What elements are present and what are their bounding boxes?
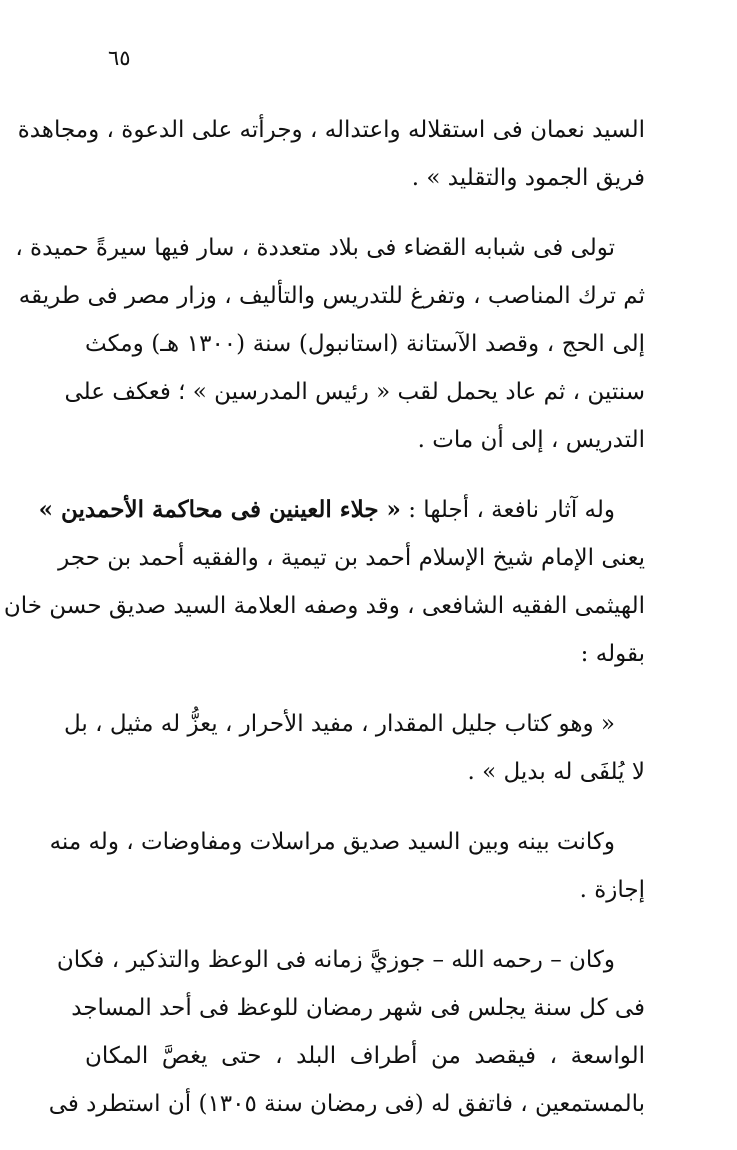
paragraph-5 xyxy=(49,818,645,914)
text-line: الواسعة ، فيقصد من أطراف البلد ، حتى يغصَّ المكان xyxy=(85,1043,645,1069)
text-line: إجازة . xyxy=(579,877,645,903)
paragraph-3 xyxy=(3,486,645,678)
text-line: سنتين ، ثم عاد يحمل لقب « رئيس المدرسين » ؛ فعكف على xyxy=(64,379,645,405)
text-line: ثم ترك المناصب ، وتفرغ للتدريس والتأليف ، وزار مصر فى طريقه xyxy=(18,283,645,309)
paragraph-2 xyxy=(15,224,645,464)
text-line: بالمستمعين ، فاتفق له (فى رمضان سنة ١٣٠٥) أن استطرد فى xyxy=(48,1091,645,1117)
page-body xyxy=(3,106,645,1150)
text-line: وكانت بينه وبين السيد صديق مراسلات ومفاوضات ، وله منه xyxy=(49,829,615,855)
text-line: « وهو كتاب جليل المقدار ، مفيد الأحرار ، يعزُّ له مثيل ، بل xyxy=(64,711,615,737)
text-line: السيد نعمان فى استقلاله واعتداله ، وجرأته على الدعوة ، ومجاهدة xyxy=(17,117,645,143)
page-number: ٦٥ xyxy=(108,46,131,70)
text-line xyxy=(38,486,645,534)
paragraph-1 xyxy=(17,106,645,202)
text-line: التدريس ، إلى أن مات . xyxy=(417,427,645,453)
text-line: إلى الحج ، وقصد الآستانة (استانبول) سنة (١٣٠٠ هـ) ومكث xyxy=(85,331,645,357)
text-line: لا يُلفَى له بديل » . xyxy=(467,759,645,785)
paragraph-4-quote xyxy=(64,700,645,796)
paragraph-6 xyxy=(48,936,645,1128)
text-line: الهيثمى الفقيه الشافعى ، وقد وصفه العلامة السيد صديق حسن خان xyxy=(3,593,645,619)
book-title: « جلاء العينين فى محاكمة الأحمدين » xyxy=(38,496,401,523)
text-line: تولى فى شبابه القضاء فى بلاد متعددة ، سار فيها سيرةً حميدة ، xyxy=(15,235,615,261)
text-line: يعنى الإمام شيخ الإسلام أحمد بن تيمية ، والفقيه أحمد بن حجر xyxy=(58,545,645,571)
text-line: فى كل سنة يجلس فى شهر رمضان للوعظ فى أحد المساجد xyxy=(71,995,645,1021)
text-line: بقوله : xyxy=(580,641,645,667)
text-line: فريق الجمود والتقليد » . xyxy=(411,165,645,191)
text-run: وله آثار نافعة ، أجلها : xyxy=(400,497,615,523)
text-line: وكان – رحمه الله – جوزيَّ زمانه فى الوعظ والتذكير ، فكان xyxy=(56,947,615,973)
